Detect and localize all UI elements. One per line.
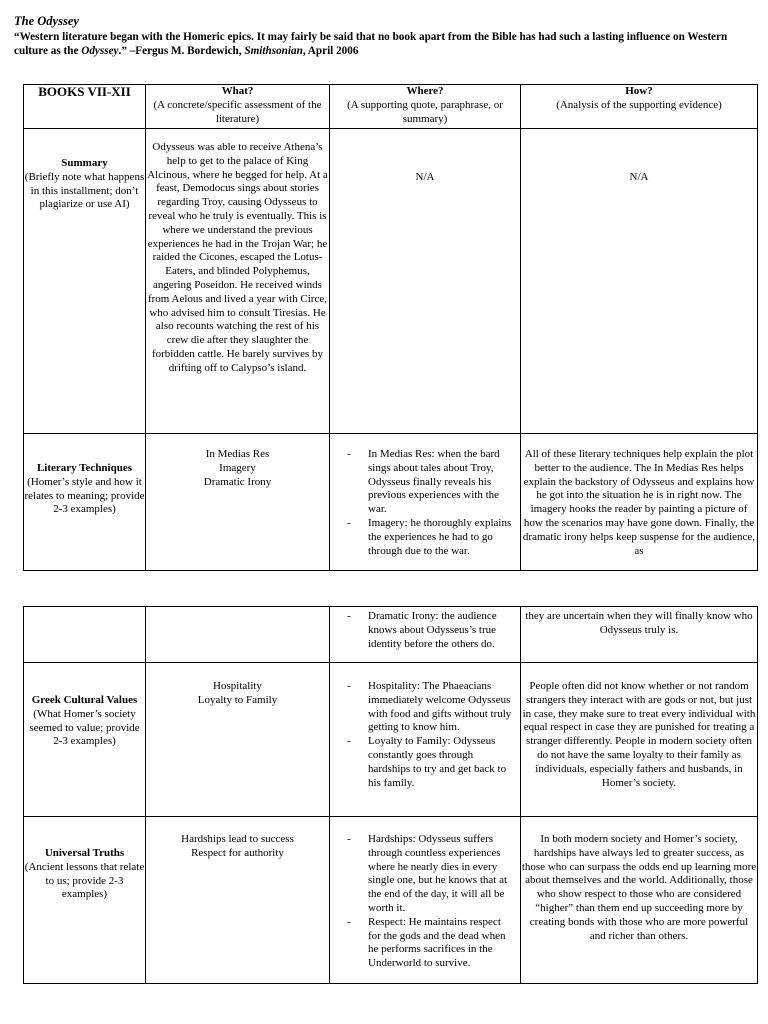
column-header-where — [330, 85, 521, 129]
analysis-table-part2 — [23, 606, 758, 984]
column-title: Where? — [406, 85, 444, 97]
column-subtitle: (A concrete/specific assessment of the literature) — [153, 98, 322, 125]
literary-what-cell — [146, 434, 330, 571]
empty-label-cell — [24, 607, 146, 663]
truths-what-cell — [146, 817, 330, 984]
row-instructions: (What Homer’s society seemed to value; provide 2-3 examples) — [29, 707, 140, 748]
literary-where-cell — [330, 434, 521, 571]
column-subtitle: (Analysis of the supporting evidence) — [556, 98, 722, 111]
list-item: - Hardships: Odysseus suffers through countless experiences where he nearly dies in every single one, but he knows that at the end of the day, it will all be worth it. — [368, 833, 516, 916]
bullet-list — [330, 833, 520, 971]
literary-how-cell: All of these literary techniques help explain the plot better to the audience. The In Medias Res helps explain the backstory of Odysseus and explains how he got into the situation he is in right now. The imagery hooks the reader by painting a picture of how the scenarios may have gone down. Finally, the dramatic irony helps keep suspense for the audience, as — [521, 434, 758, 571]
list-item: Respect for authority — [191, 846, 284, 859]
list-item: Hospitality — [213, 680, 262, 692]
row-instructions: (Homer’s style and how it relates to meaning; provide 2-3 examples) — [24, 475, 145, 516]
truths-label-cell — [24, 817, 146, 984]
truths-where-cell — [330, 817, 521, 984]
literary-techniques-continued-row — [24, 607, 758, 663]
list-item: - Respect: He maintains respect for the gods and the dead when he performs sacrifices in the Underworld to survive. — [368, 916, 516, 971]
literary-label-cell — [24, 434, 146, 571]
truths-how-cell: In both modern society and Homer’s society, hardships have always led to greater success, as those who can surpass the odds end up learning more about themselves and the world. Additionally, those who show respect to those who are considered “higher” than them end up succeeding more by creating bonds with those who are more powerful and richer than others. — [521, 817, 758, 984]
list-item: In Medias Res — [205, 448, 270, 460]
list-item: - Loyalty to Family: Odysseus constantly goes through hardships to try and get back to his family. — [368, 735, 516, 790]
literary-how-continued-cell: they are uncertain when they will finally know who Odysseus truly is. — [521, 607, 758, 663]
literary-techniques-row — [24, 434, 758, 571]
list-item: Dramatic Irony — [203, 475, 272, 488]
books-range-label: BOOKS VII-XII — [24, 85, 146, 129]
universal-truths-row — [24, 817, 758, 984]
document-header — [14, 14, 754, 58]
column-header-how — [521, 85, 758, 129]
list-item: Hardships lead to success — [181, 833, 294, 845]
quote-text: “Western literature began with the Homeric epics. It may fairly be said that no book apart from the Bible has had such a lasting influence on Western culture as the — [14, 31, 728, 57]
literary-where-continued-cell — [330, 607, 521, 663]
row-label: Universal Truths — [44, 847, 125, 859]
summary-row — [24, 129, 758, 434]
list-item: - Dramatic Irony: the audience knows about Odysseus’s true identity before the others do. — [368, 610, 516, 651]
cultural-how-cell: People often did not know whether or not random strangers they interact with are gods or not, but just in case, they make sure to treat every individual with equal respect in case they are punished for treating a stranger differently. People in modern society often do not have the same loyalty to their family as individuals, especially fathers and husbands, in Homer’s society. — [521, 663, 758, 817]
row-label: Greek Cultural Values — [31, 694, 138, 706]
summary-label-cell — [24, 129, 146, 434]
row-label: Literary Techniques — [36, 462, 133, 474]
bullet-list — [330, 680, 520, 790]
row-instructions: (Briefly note what happens in this installment; don’t plagiarize or use AI) — [24, 170, 145, 211]
row-label: Summary — [61, 157, 108, 169]
quote-source: Smithsonian — [244, 45, 303, 57]
summary-how-cell: N/A — [521, 129, 758, 434]
cultural-where-cell — [330, 663, 521, 817]
cultural-label-cell — [24, 663, 146, 817]
summary-where-cell: N/A — [330, 129, 521, 434]
bullet-list — [330, 610, 520, 651]
bullet-list — [330, 448, 520, 558]
empty-what-cell — [146, 607, 330, 663]
row-instructions: (Ancient lessons that relate to us; provide 2-3 examples) — [24, 860, 145, 901]
column-header-what — [146, 85, 330, 129]
quote-work-title: Odyssey — [81, 45, 119, 57]
table-header-row — [24, 85, 758, 129]
epigraph-quote — [14, 30, 754, 58]
greek-cultural-values-row — [24, 663, 758, 817]
summary-what-cell: Odysseus was able to receive Athena’s help to get to the palace of King Alcinous, where he begged for help. At a feast, Demodocus sings about stories regarding Troy, causing Odysseus to reveal who he truly is eventually. This is where we understand the previous experiences he had in the Trojan War; he raided the Cicones, escaped the Lotus-Eaters, and blinded Polyphemus, angering Poseidon. He received winds from Aelous and lived a year with Circe, who advised him to consult Tiresias. He also recounts watching the rest of his crew die after they slaughter the forbidden cattle. He barely survives by drifting off to Calypso’s island. — [146, 129, 330, 434]
list-item: - Hospitality: The Phaeacians immediately welcome Odysseus with food and gifts without truly getting to know him. — [368, 680, 516, 735]
list-item: Loyalty to Family — [197, 693, 278, 706]
cultural-what-cell — [146, 663, 330, 817]
column-title: What? — [221, 85, 254, 97]
list-item: - Imagery: he thoroughly explains the experiences he had to go through due to the war. — [368, 517, 516, 558]
column-title: How? — [625, 85, 653, 97]
document-title: The Odyssey — [14, 14, 79, 28]
list-item: - In Medias Res: when the bard sings about tales about Troy, Odysseus finally reveals his previous experiences with the war. — [368, 448, 516, 517]
analysis-table-part1 — [23, 84, 758, 571]
quote-attribution: .” –Fergus M. Bordewich, — [118, 45, 245, 57]
list-item: Imagery — [219, 461, 256, 474]
column-subtitle: (A supporting quote, paraphrase, or summary) — [347, 98, 503, 125]
quote-date: , April 2006 — [302, 45, 359, 57]
